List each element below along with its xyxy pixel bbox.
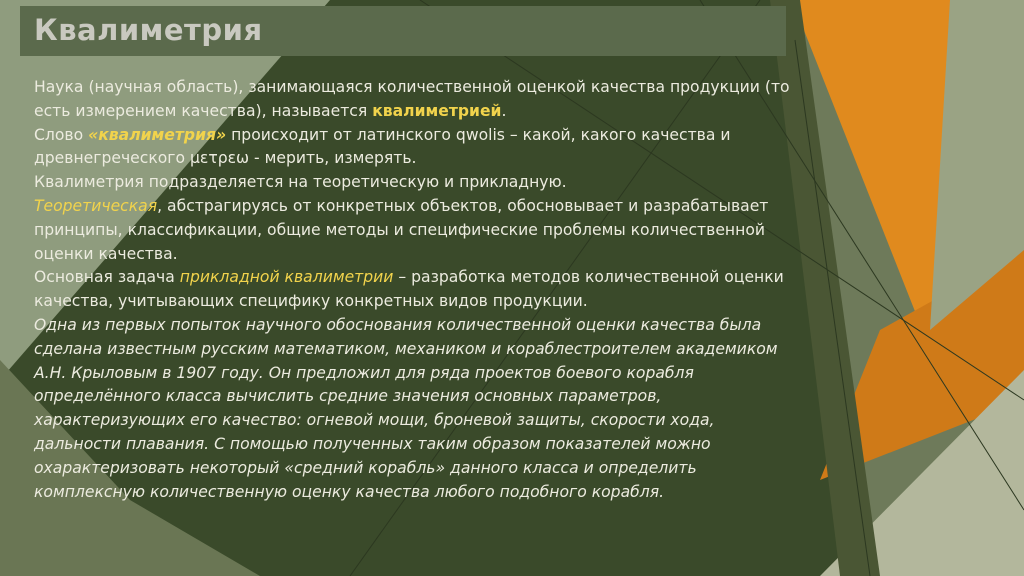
paragraph-definition <box>34 76 794 124</box>
term-qualimetry: квалиметрией <box>372 101 502 120</box>
applied-start: Основная задача <box>34 268 180 287</box>
term-theoretical: Теоретическая <box>34 196 158 215</box>
paragraph-subdivision: Квалиметрия подразделяется на теоретическую и прикладную. <box>34 173 567 192</box>
definition-text: Наука (научная область), занимающаяся количественной оценкой качества продукции (то есть измерением качества), называется <box>34 78 790 120</box>
title-bar <box>20 6 786 56</box>
term-quoted: «квалиметрия» <box>88 125 227 144</box>
slide-title: Квалиметрия <box>34 13 263 47</box>
term-applied: прикладной квалиметрии <box>179 268 394 287</box>
etymology-text: происходит от латинского qwolis – какой, какого качества и древнегреческого μετρεω - мерить, измерять. <box>34 125 731 168</box>
slide-body <box>34 76 794 504</box>
etymology-start: Слово <box>34 125 89 144</box>
paragraph-history: Одна из первых попыток научного обоснования количественной оценки качества была сделана известным русским математиком, механиком и кораблестроителем академиком А.Н. Крыловым в 1907 году. Он предложил для ряда проектов боевого корабля определённого класса вычислить средние значения основных параметров, характеризующих его качество: огневой мощи, броневой защиты, скорости хода, дальности плавания. С помощью полученных таким образом показателей можно охарактеризовать некоторый «средний корабль» данного класса и определить комплексную количественную оценку качества любого подобного корабля. <box>34 315 778 501</box>
paragraph-etymology <box>34 124 794 172</box>
definition-end: . <box>501 101 507 120</box>
theoretical-text: , абстрагируясь от конкретных объектов, обосновывает и разрабатывает принципы, классификации, общие методы и специфические проблемы количественной оценки качества. <box>34 196 769 263</box>
applied-text: – разработка методов количественной оценки качества, учитывающих специфику конкретных видов продукции. <box>34 268 784 311</box>
paragraph-theoretical <box>34 195 794 266</box>
paragraph-applied <box>34 266 794 314</box>
